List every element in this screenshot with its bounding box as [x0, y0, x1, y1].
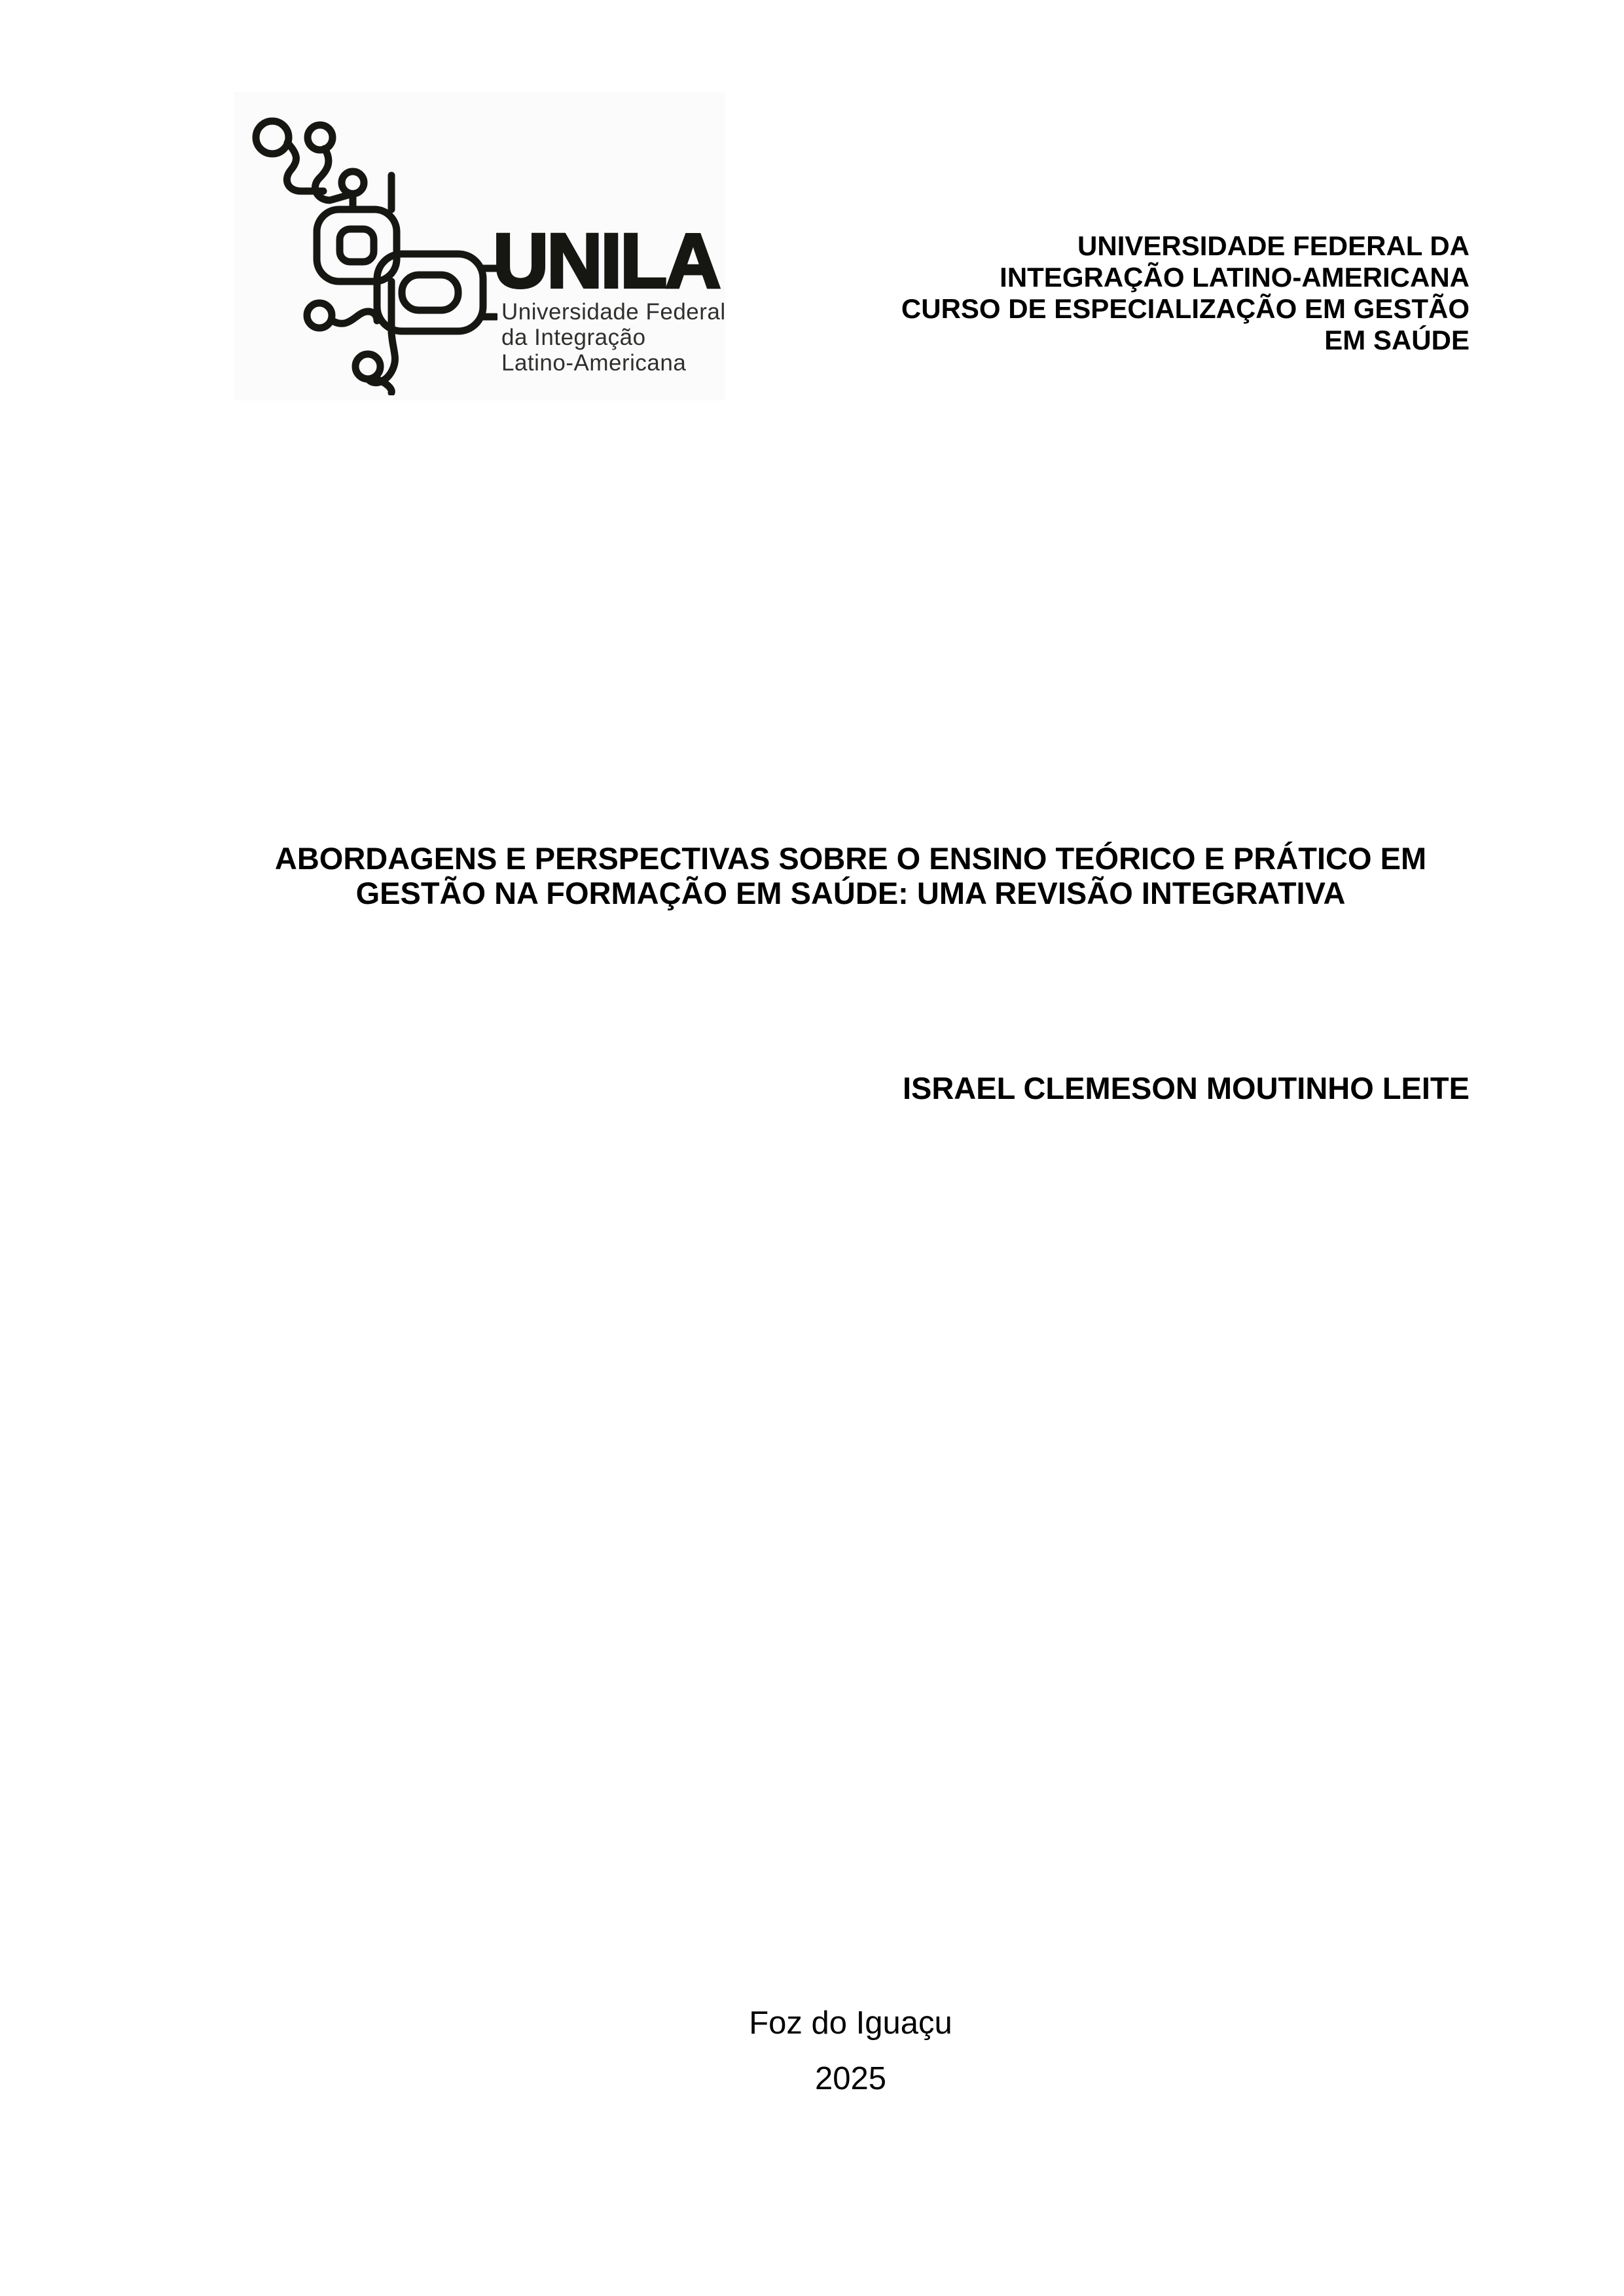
institution-header [901, 230, 1470, 356]
institution-header-line: INTEGRAÇÃO LATINO-AMERICANA [1000, 262, 1470, 293]
unila-logo-subtitle-line: da Integração [501, 325, 646, 350]
unila-logo-subtitle-line: Universidade Federal [501, 299, 726, 325]
unila-logo [234, 92, 725, 401]
unila-logo-subtitle [501, 299, 726, 376]
unila-wordmark: UNILA [493, 218, 719, 304]
work-title-line: GESTÃO NA FORMAÇÃO EM SAÚDE: UMA REVISÃO INTEGRATIVA [355, 876, 1346, 910]
work-title-line: ABORDAGENS E PERSPECTIVAS SOBRE O ENSINO TEÓRICO E PRÁTICO EM [274, 841, 1427, 876]
footer-year: 2025 [814, 2061, 886, 2096]
institution-header-line: UNIVERSIDADE FEDERAL DA [1077, 230, 1470, 261]
work-title [232, 841, 1470, 910]
institution-header-line: EM SAÚDE [1324, 325, 1470, 355]
footer-city: Foz do Iguaçu [749, 2005, 952, 2041]
unila-south-america-knot-icon [246, 97, 497, 395]
institution-header-line: CURSO DE ESPECIALIZAÇÃO EM GESTÃO [901, 293, 1470, 324]
unila-logo-subtitle-line: Latino-Americana [501, 350, 687, 376]
author-name: ISRAEL CLEMESON MOUTINHO LEITE [902, 1071, 1470, 1105]
